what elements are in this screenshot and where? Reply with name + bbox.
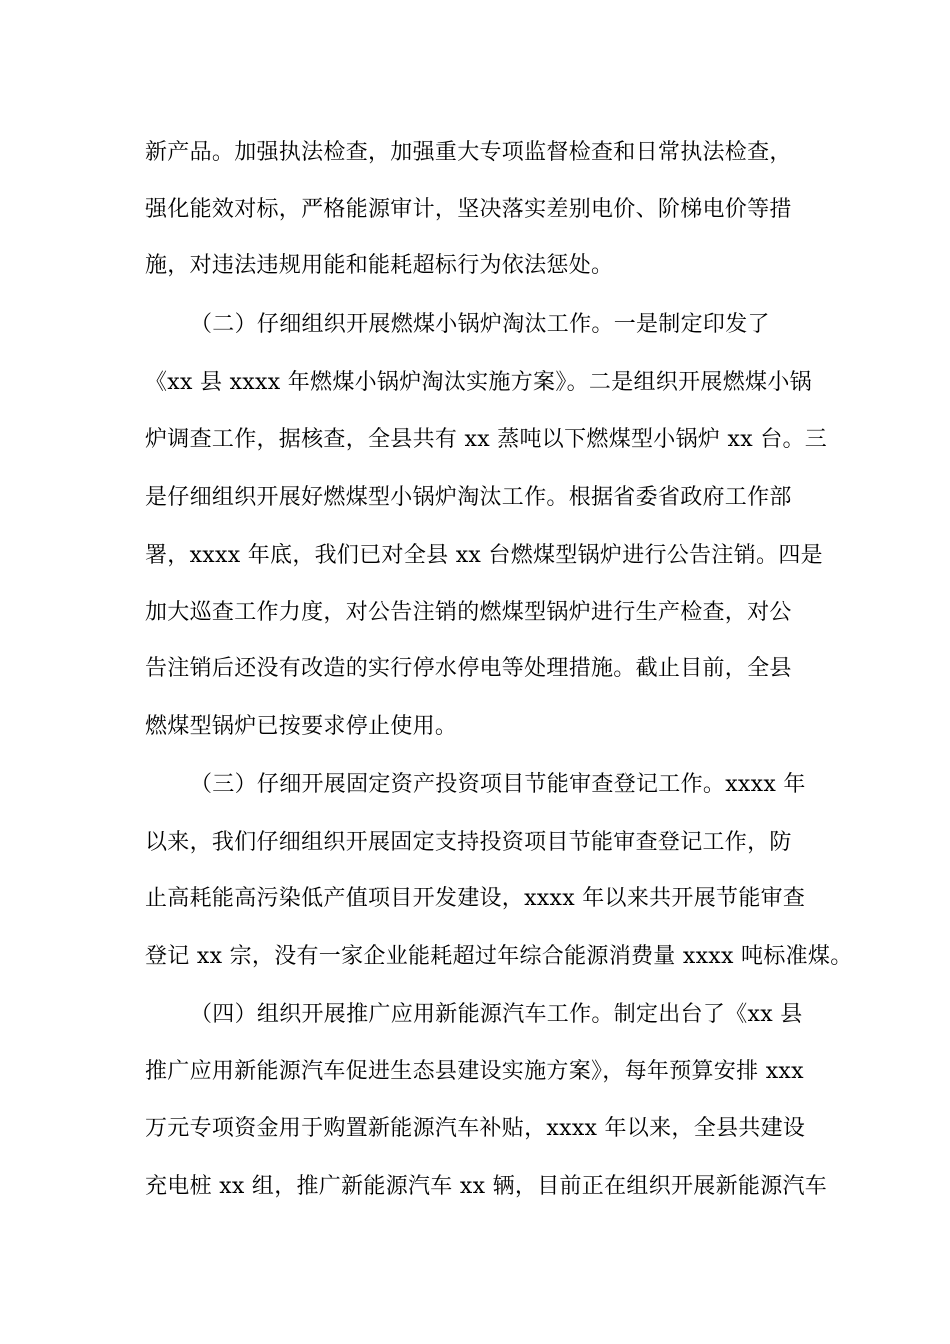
text-line: 燃煤型锅炉已按要求停止使用。	[145, 714, 458, 739]
text-line: 止高耗能高污染低产值项目开发建设，xxxx 年以来共开展节能审查	[145, 886, 806, 911]
text-line: 强化能效对标，严格能源审计，坚决落实差别电价、阶梯电价等措	[145, 197, 792, 222]
text-line: 以来，我们仔细组织开展固定支持投资项目节能审查登记工作，防	[145, 830, 792, 855]
paragraph-4-start: （四）组织开展推广应用新能源汽车工作。制定出台了《xx 县	[190, 1002, 803, 1027]
text-line: 《xx 县 xxxx 年燃煤小锅炉淘汰实施方案》。二是组织开展燃煤小锅	[145, 370, 812, 395]
text-line: 万元专项资金用于购置新能源汽车补贴，xxxx 年以来，全县共建设	[145, 1116, 806, 1141]
text-line: 新产品。加强执法检查，加强重大专项监督检查和日常执法检查，	[145, 140, 792, 165]
text-line: 告注销后还没有改造的实行停水停电等处理措施。截止目前，全县	[145, 656, 792, 681]
text-line: 施，对违法违规用能和能耗超标行为依法惩处。	[145, 253, 614, 278]
text-line: 署，xxxx 年底，我们已对全县 xx 台燃煤型锅炉进行公告注销。四是	[145, 543, 823, 568]
text-line: 推广应用新能源汽车促进生态县建设实施方案》，每年预算安排 xxx	[145, 1059, 804, 1084]
text-line: 是仔细组织开展好燃煤型小锅炉淘汰工作。根据省委省政府工作部	[145, 485, 792, 510]
text-line: 加大巡查工作力度，对公告注销的燃煤型锅炉进行生产检查，对公	[145, 600, 792, 625]
paragraph-3-start: （三）仔细开展固定资产投资项目节能审查登记工作。xxxx 年	[190, 772, 806, 797]
text-line: 充电桩 xx 组，推广新能源汽车 xx 辆，目前正在组织开展新能源汽车	[145, 1174, 828, 1199]
text-line: 炉调查工作，据核查，全县共有 xx 蒸吨以下燃煤型小锅炉 xx 台。三	[145, 427, 828, 452]
paragraph-2-start: （二）仔细组织开展燃煤小锅炉淘汰工作。一是制定印发了	[190, 312, 770, 337]
text-line: 登记 xx 宗，没有一家企业能耗超过年综合能源消费量 xxxx 吨标准煤。	[145, 944, 853, 969]
